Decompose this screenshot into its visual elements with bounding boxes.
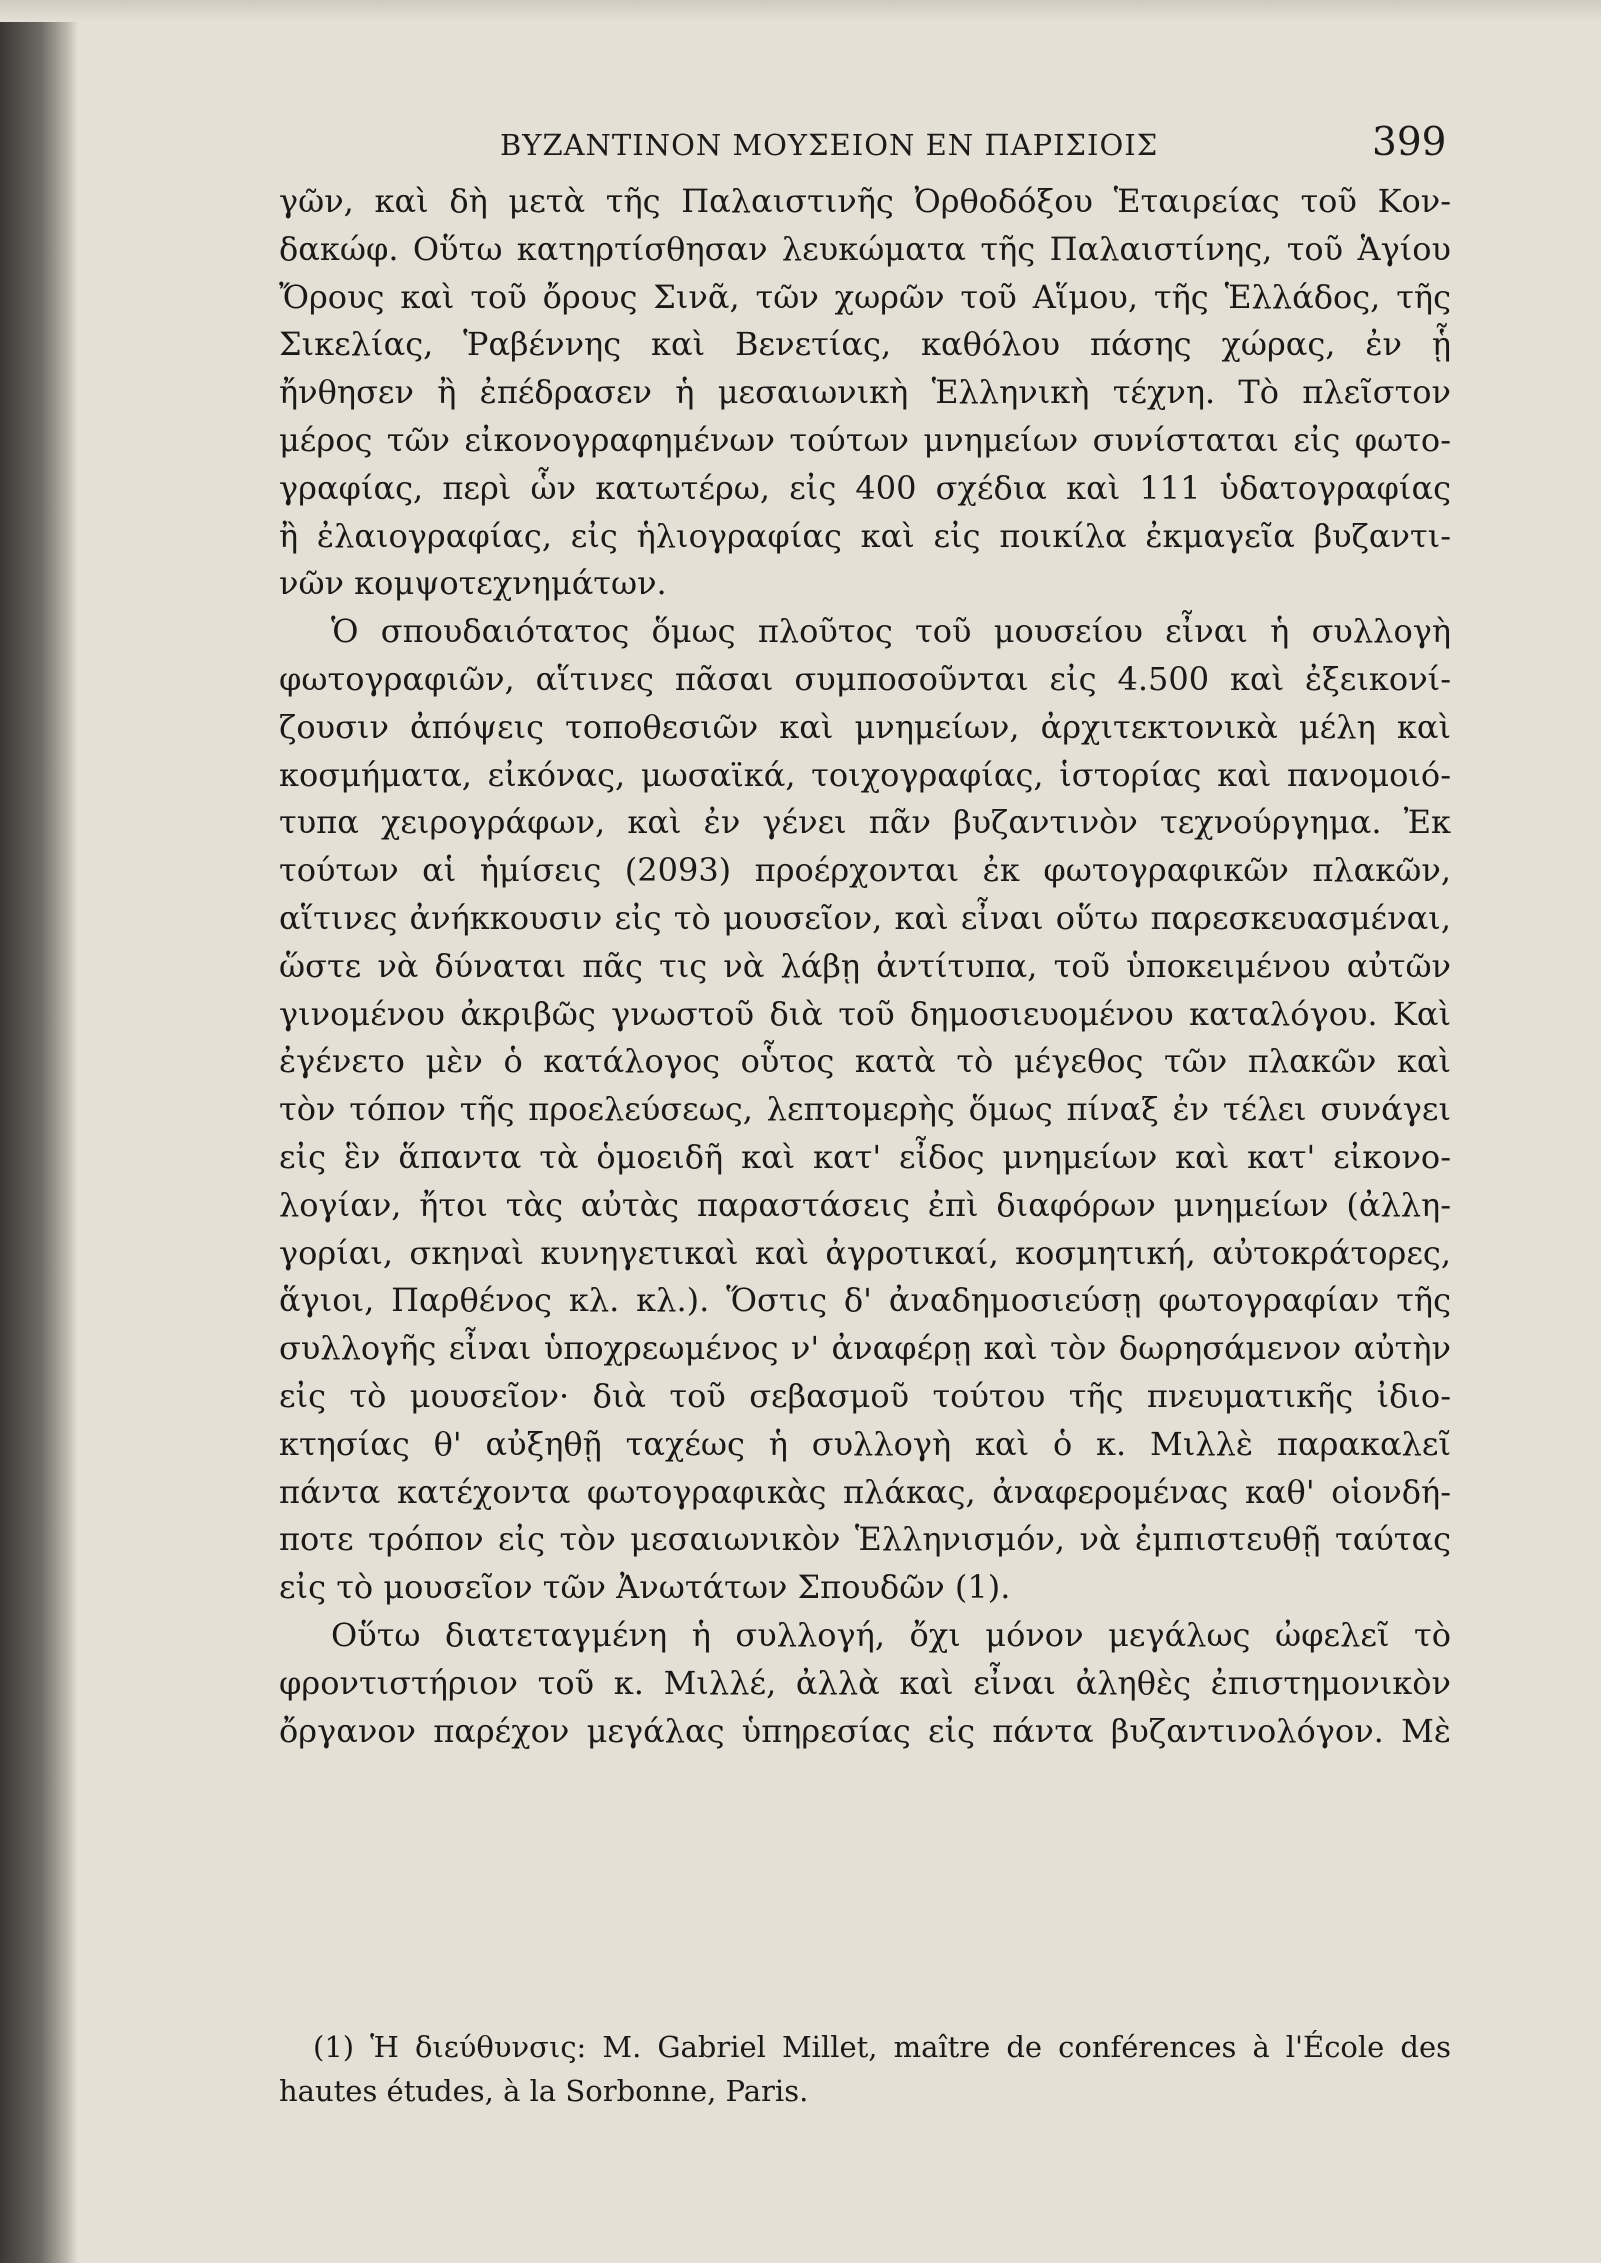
footnote-line: (1) Ἡ διεύθυνσις: M. Gabriel Millet, maître de conférences à l'École des [313,2030,1451,2064]
text-line: δακώφ. Οὕτω κατηρτίσθησαν λευκώματα τῆς Παλαιστίνης, τοῦ Ἁγίου [279,229,1451,268]
text-line: γραφίας, περὶ ὧν κατωτέρω, εἰς 400 σχέδια καὶ 111 ὑδατογραφίας [279,468,1451,507]
text-line: γῶν, καὶ δὴ μετὰ τῆς Παλαιστινῆς Ὀρθοδόξου Ἑταιρείας τοῦ Κον- [279,182,1451,220]
text-line: γινομένου ἀκριβῶς γνωστοῦ διὰ τοῦ δημοσιευομένου καταλόγου. Καὶ [279,994,1451,1033]
running-head: ΒΥΖΑΝΤΙΝΟΝ ΜΟΥΣΕΙΟΝ ΕΝ ΠΑΡΙΣΙΟΙΣ [500,128,1159,162]
text-line: κτησίας θ' αὐξηθῇ ταχέως ἡ συλλογὴ καὶ ὁ κ. Μιλλὲ παρακαλεῖ [279,1424,1451,1463]
text-line: εἰς ἓν ἅπαντα τὰ ὁμοειδῆ καὶ κατ' εἶδος μνημείων καὶ κατ' εἰκονο- [279,1137,1451,1176]
text-line: πάντα κατέχοντα φωτογραφικὰς πλάκας, ἀναφερομένας καθ' οἱονδή- [279,1472,1451,1511]
text-line: ποτε τρόπον εἰς τὸν μεσαιωνικὸν Ἑλληνισμόν, νὰ ἐμπιστευθῇ ταύτας [279,1520,1451,1559]
paragraph-start-line: Οὕτω διατεταγμένη ἡ συλλογή, ὄχι μόνον μεγάλως ὠφελεῖ τὸ [331,1615,1451,1654]
text-line: Ὄρους καὶ τοῦ ὄρους Σινᾶ, τῶν χωρῶν τοῦ Αἵμου, τῆς Ἑλλάδος, τῆς [279,277,1451,316]
text-line: αἵτινες ἀνήκκουσιν εἰς τὸ μουσεῖον, καὶ εἶναι οὕτω παρεσκευασμέναι, [279,898,1451,937]
text-line: φωτογραφιῶν, αἵτινες πᾶσαι συμποσοῦνται εἰς 4.500 καὶ ἐξεικονί- [279,659,1451,698]
footnote-line: hautes études, à la Sorbonne, Paris. [279,2074,809,2108]
text-line: κοσμήματα, εἰκόνας, μωσαϊκά, τοιχογραφίας, ἱστορίας καὶ πανομοιό- [279,755,1451,794]
text-line: γορίαι, σκηναὶ κυνηγετικαὶ καὶ ἀγροτικαί, κοσμητική, αὐτοκράτορες, [279,1233,1451,1272]
text-line: τυπα χειρογράφων, καὶ ἐν γένει πᾶν βυζαντινὸν τεχνούργημα. Ἐκ [279,803,1451,842]
text-line: Σικελίας, Ῥαβέννης καὶ Βενετίας, καθόλου πάσης χώρας, ἐν ᾗ [279,325,1451,364]
text-line: εἰς τὸ μουσεῖον τῶν Ἀνωτάτων Σπουδῶν (1). [279,1568,1011,1607]
text-line: ὥστε νὰ δύναται πᾶς τις νὰ λάβῃ ἀντίτυπα, τοῦ ὑποκειμένου αὐτῶν [279,946,1451,985]
text-line: τὸν τόπον τῆς προελεύσεως, λεπτομερὴς ὅμως πίναξ ἐν τέλει συνάγει [279,1090,1451,1129]
text-line: ἤνθησεν ἢ ἐπέδρασεν ἡ μεσαιωνικὴ Ἑλληνικὴ τέχνη. Τὸ πλεῖστον [279,373,1451,412]
text-line: ἐγένετο μὲν ὁ κατάλογος οὗτος κατὰ τὸ μέγεθος τῶν πλακῶν καὶ [279,1042,1451,1081]
text-line: ἅγιοι, Παρθένος κλ. κλ.). Ὅστις δ' ἀναδημοσιεύσῃ φωτογραφίαν τῆς [279,1281,1451,1320]
text-line: φροντιστήριον τοῦ κ. Μιλλέ, ἀλλὰ καὶ εἶναι ἀληθὲς ἐπιστημονικὸν [279,1663,1451,1702]
text-line: ἢ ἐλαιογραφίας, εἰς ἡλιογραφίας καὶ εἰς ποικίλα ἐκμαγεῖα βυζαντι- [279,516,1451,555]
body-text [279,178,1451,1755]
paragraph-start-line: Ὁ σπουδαιότατος ὅμως πλοῦτος τοῦ μουσείου εἶναι ἡ συλλογὴ [331,612,1451,651]
book-gutter-shadow [0,0,78,2263]
text-line: εἰς τὸ μουσεῖον· διὰ τοῦ σεβασμοῦ τούτου τῆς πνευματικῆς ἰδιο- [279,1376,1451,1415]
text-line: μέρος τῶν εἰκονογραφημένων τούτων μνημείων συνίσταται εἰς φωτο- [279,420,1451,459]
page-top-edge [0,0,1601,22]
text-line: λογίαν, ἤτοι τὰς αὐτὰς παραστάσεις ἐπὶ διαφόρων μνημείων (ἀλλη- [279,1185,1451,1224]
footnote [279,2025,1451,2113]
text-line: συλλογῆς εἶναι ὑποχρεωμένος ν' ἀναφέρῃ καὶ τὸν δωρησάμενον αὐτὴν [279,1329,1451,1368]
text-line: ζουσιν ἀπόψεις τοποθεσιῶν καὶ μνημείων, ἀρχιτεκτονικὰ μέλη καὶ [279,707,1451,746]
text-line: τούτων αἱ ἡμίσεις (2093) προέρχονται ἐκ φωτογραφικῶν πλακῶν, [279,851,1451,890]
page-number: 399 [1372,120,1447,165]
text-line: ὄργανον παρέχον μεγάλας ὑπηρεσίας εἰς πάντα βυζαντινολόγον. Μὲ [279,1711,1451,1750]
text-line: νῶν κομψοτεχνημάτων. [279,564,667,603]
